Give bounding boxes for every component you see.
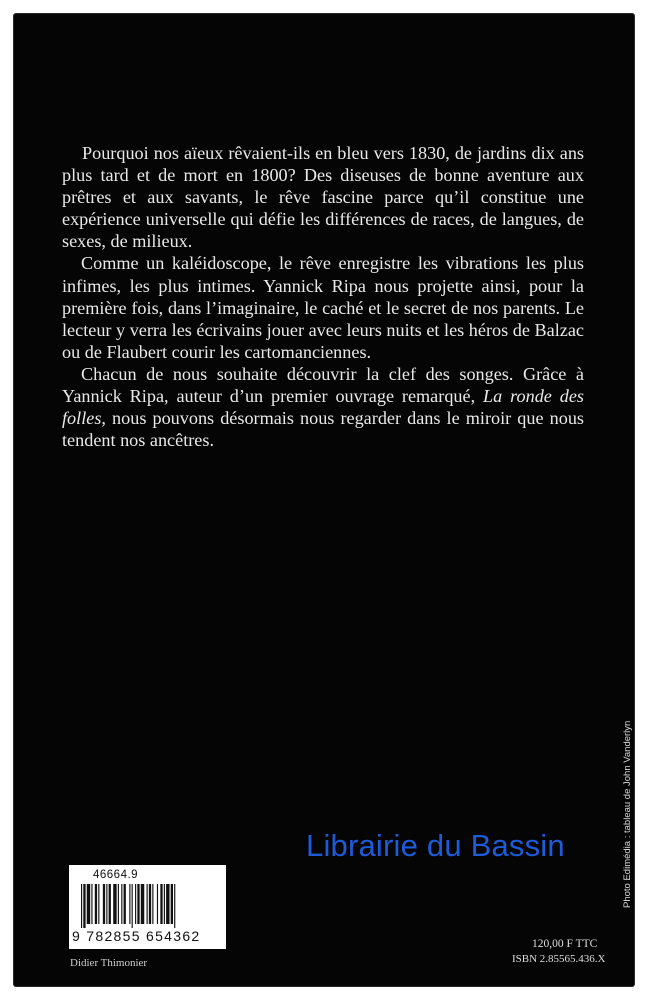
blurb-paragraph-1: Pourquoi nos aïeux rêvaient-ils en bleu vers 1830, de jardins dix ans plus tard et de mort en 1800? Des diseuses de bonne aventure aux prêtres et aux savants, le rêve fascine parce qu’il constitue une expérience universelle qui défie les différences de races, de langues, de sexes, de milieux. — [62, 143, 584, 252]
barcode-label — [69, 865, 226, 949]
blurb-paragraph-3-start: Chacun de nous souhaite découvrir la clef des songes. Grâce à Yannick Ripa, auteur d’un premier ouvrage remarqué, — [62, 363, 584, 407]
photo-credit: Photo Edimédia : tableau de John Vanderlyn — [622, 720, 633, 908]
isbn-number: ISBN 2.85565.436.X — [512, 953, 606, 965]
bookshop-watermark: Librairie du Bassin — [306, 828, 565, 863]
publisher-name: Didier Thimonier — [70, 957, 148, 969]
barcode-top-code: 46664.9 — [93, 869, 139, 881]
back-cover-blurb — [62, 142, 584, 451]
barcode-ean-number: 9 782855 654362 — [72, 928, 201, 944]
blurb-paragraph-2: Comme un kaléidoscope, le rêve enregistre les vibrations les plus infimes, les plus intimes. Yannick Ripa nous projette ainsi, pour la première fois, dans l’imaginaire, le caché et le secret de nos parents. Le lecteur y verra les écrivains jouer avec leurs nuits et les héros de Balzac ou de Flaubert courir les cartomanciennes. — [62, 253, 584, 362]
book-title-reference: La ronde des folles — [62, 386, 584, 429]
blurb-paragraph-3-end: , nous pouvons désormais nous regarder dans le miroir que nous tendent nos ancêtres. — [62, 408, 584, 451]
price: 120,00 F TTC — [532, 938, 598, 950]
barcode-icon — [79, 884, 217, 928]
blurb-paragraph-3 — [62, 363, 584, 451]
